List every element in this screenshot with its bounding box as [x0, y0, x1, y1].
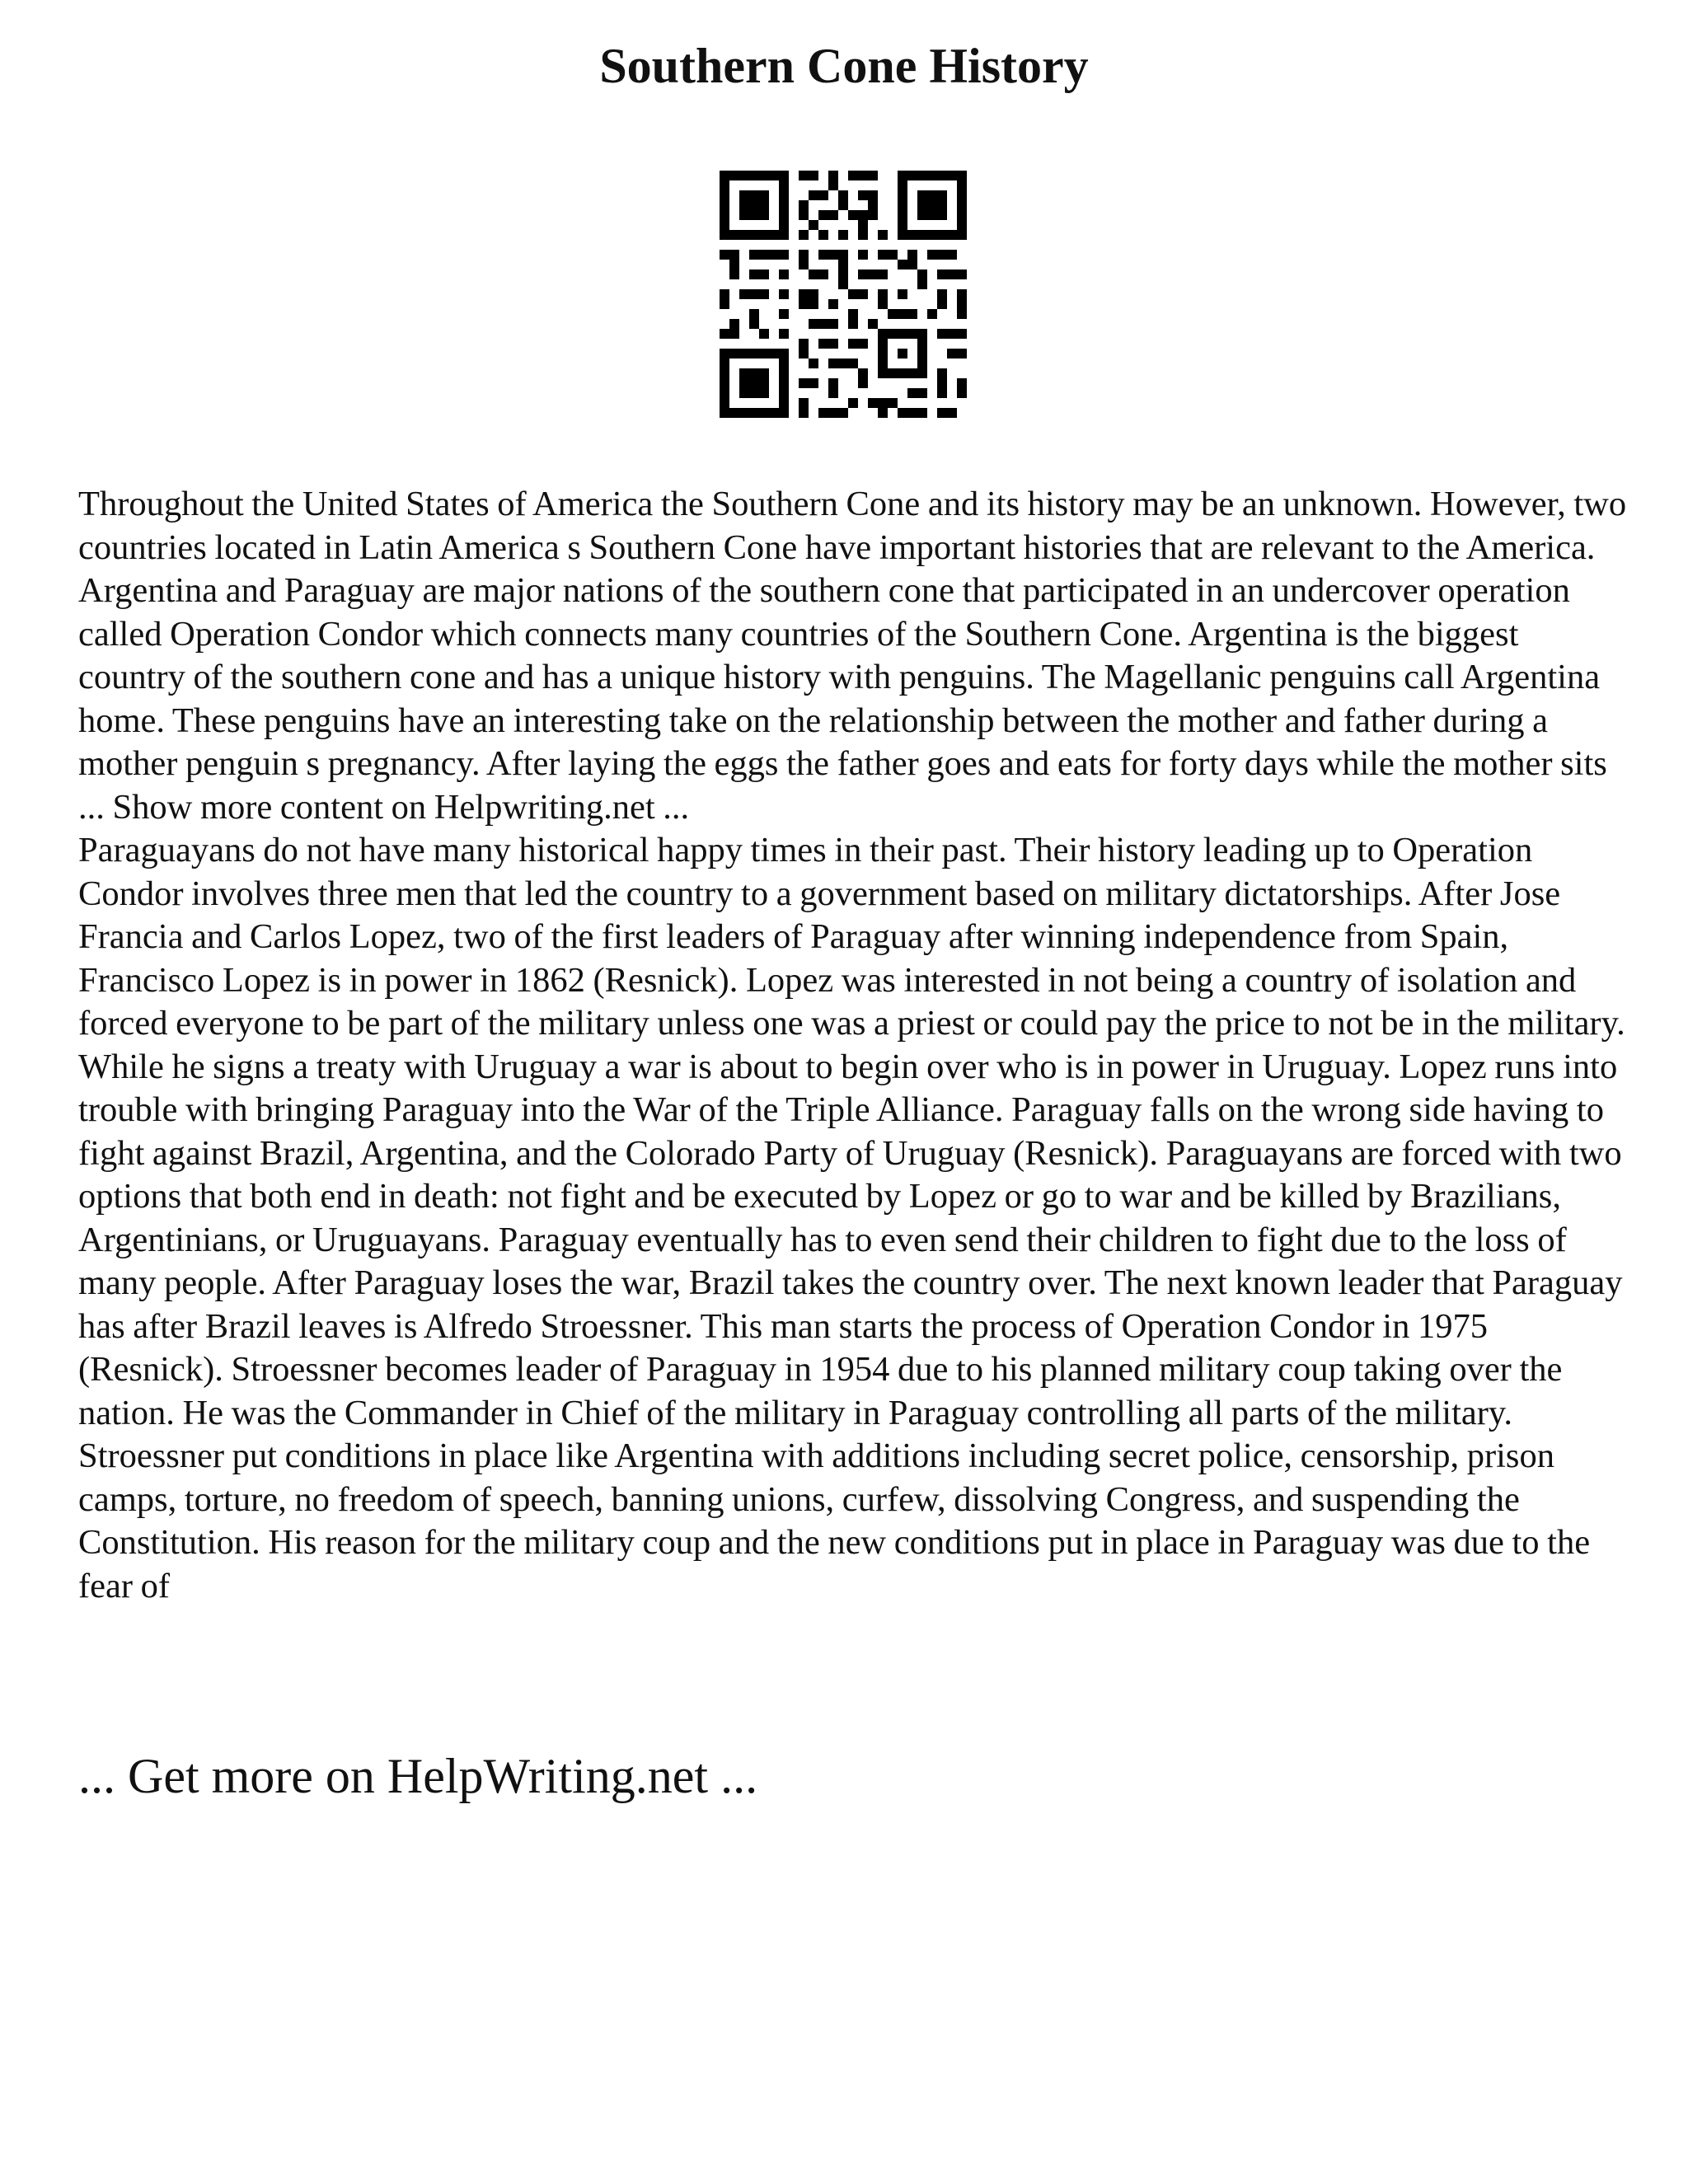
page-title: Southern Cone History [599, 39, 1089, 93]
qr-code-icon[interactable] [720, 171, 967, 418]
article-body [78, 483, 1628, 1608]
qr-code-graphic [720, 171, 967, 418]
paragraph-paraguay-history: Paraguayans do not have many historical happy times in their past. Their history leading up to Operation Condor involves three men that led the country to a government based on military dictatorships. After Jose Francia and Carlos Lopez, two of the first leaders of Paraguay after winning independence from Spain, Francisco Lopez is in power in 1862 (Resnick). Lopez was interested in not being a country of isolation and forced everyone to be part of the military unless one was a priest or could pay the price to not be in the military. While he signs a treaty with Uruguay a war is about to begin over who is in power in Uruguay. Lopez runs into trouble with bringing Paraguay into the War of the Triple Alliance. Paraguay falls on the wrong side having to fight against Brazil, Argentina, and the Colorado Party of Uruguay (Resnick). Paraguayans are forced with two options that both end in death: not fight and be executed by Lopez or go to war and be killed by Brazilians, Argentinians, or Uruguayans. Paraguay eventually has to even send their children to fight due to the loss of many people. After Paraguay loses the war, Brazil takes the country over. The next known leader that Paraguay has after Brazil leaves is Alfredo Stroessner. This man starts the process of Operation Condor in 1975 (Resnick). Stroessner becomes leader of Paraguay in 1954 due to his planned military coup taking over the nation. He was the Commander in Chief of the military in Paraguay controlling all parts of the military. Stroessner put conditions in place like Argentina with additions including secret police, censorship, prison camps, torture, no freedom of speech, banning unions, curfew, dissolving Congress, and suspending the Constitution. His reason for the military coup and the new conditions put in place in Paraguay was due to the fear of [78, 831, 1625, 1605]
get-more-link[interactable]: ... Get more on HelpWriting.net ... [78, 1749, 758, 1803]
paragraph-southern-cone-intro: Throughout the United States of America the Southern Cone and its history may be an unknown. However, two countries located in Latin America s Southern Cone have important histories that are relevant to the America. Argentina and Paraguay are major nations of the southern cone that participated in an undercover operation called Operation Condor which connects many countries of the Southern Cone. Argentina is the biggest country of the southern cone and has a unique history with penguins. The Magellanic penguins call Argentina home. These penguins have an interesting take on the relationship between the mother and father during a mother penguin s pregnancy. After laying the eggs the father goes and eats for forty days while the mother sits ... Show more content on Helpwriting.net ... [78, 485, 1627, 827]
